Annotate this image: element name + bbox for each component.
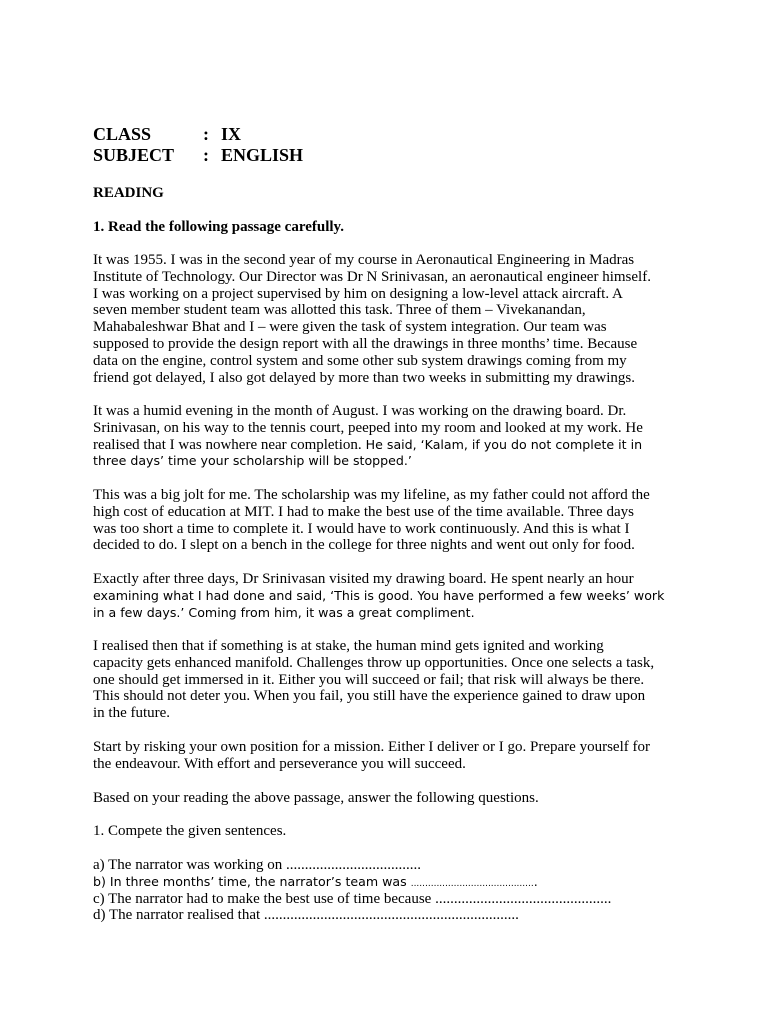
text-line: in a few days.’ Coming from him, it was a great compliment.: [93, 604, 475, 620]
subject-separator: :: [203, 145, 209, 165]
text-line: one should get immersed in it. Either you will succeed or fail; that risk will always be there.: [93, 671, 645, 688]
text-line: friend got delayed, I also got delayed by more than two weeks in submitting my drawings.: [93, 369, 635, 386]
text-line: in the future.: [93, 705, 171, 722]
text-line: decided to do. I slept on a bench in the college for three nights and went out only for food.: [93, 537, 635, 554]
text-line: [93, 437, 683, 454]
text-line: 1. Compete the given sentences.: [93, 823, 287, 839]
text-line: Based on your reading the above passage, answer the following questions.: [93, 790, 539, 806]
subject-row: [93, 145, 303, 166]
worksheet-header: [93, 124, 303, 166]
text-line: It was 1955. I was in the second year of my course in Aeronautical Engineering in Madras: [93, 252, 635, 268]
passage-paragraph-6: [93, 739, 683, 773]
class-separator: :: [203, 124, 209, 144]
class-row: [93, 124, 303, 145]
item-a: [93, 857, 683, 874]
text-line: Exactly after three days, Dr Srinivasan visited my drawing board. He spent nearly an hour: [93, 571, 634, 587]
text-segment: realised that I was nowhere near completion.: [93, 436, 362, 453]
instruction-text: [93, 790, 683, 807]
text-line: Mahabaleshwar Bhat and I – were given the task of system integration. Our team was: [93, 319, 607, 336]
text-line: This should not deter you. When you fail, you still have the experience gained to draw upon: [93, 688, 646, 705]
text-line: seven member student team was allotted this task. Three of them – Vivekanandan,: [93, 302, 586, 319]
text-line: three days’ time your scholarship will be stopped.’: [93, 453, 412, 469]
text-line: It was a humid evening in the month of August. I was working on the drawing board. Dr.: [93, 403, 627, 419]
text-line: was too short a time to complete it. I would have to work continuously. And this is what I: [93, 520, 630, 537]
text-line: high cost of education at MIT. I had to make the best use of the time available. Three days: [93, 503, 634, 520]
text-line: examining what I had done and said, ‘This is good. You have performed a few weeks’ work: [93, 587, 665, 603]
item-b: [93, 874, 683, 891]
subject-value: ENGLISH: [221, 145, 304, 165]
question-items: [93, 857, 683, 924]
text-line: Start by risking your own position for a mission. Either I deliver or I go. Prepare yourself for: [93, 739, 650, 755]
item-a-blank[interactable]: ....................................: [286, 857, 421, 873]
subject-label: SUBJECT: [93, 145, 175, 165]
text-segment: He said, ‘Kalam, if you do not complete it in: [361, 436, 643, 452]
text-line: I was working on a project supervised by him on designing a low-level attack aircraft. A: [93, 285, 623, 302]
subquestion-text: [93, 823, 683, 840]
item-a-text: a) The narrator was working on: [93, 857, 286, 873]
item-b-text: b) In three months’ time, the narrator’s team was: [93, 873, 411, 889]
text-line: I realised then that if something is at stake, the human mind gets ignited and working: [93, 638, 604, 654]
passage-paragraph-1: [93, 252, 683, 386]
text-line: This was a big jolt for me. The scholarship was my lifeline, as my father could not afford the: [93, 487, 650, 503]
item-b-end: .: [533, 873, 538, 889]
passage-paragraph-4: [93, 571, 683, 621]
item-b-blank[interactable]: ...........................................: [410, 878, 534, 889]
item-c-blank[interactable]: ...............................................: [435, 890, 612, 907]
item-c: [93, 891, 683, 908]
text-line: supposed to provide the design report with all the drawings in three months’ time. Because: [93, 335, 638, 352]
text-line: capacity gets enhanced manifold. Challenges throw up opportunities. Once one selects a task,: [93, 654, 655, 671]
text-line: Srinivasan, on his way to the tennis court, peeped into my room and looked at my work. He: [93, 419, 643, 436]
class-label: CLASS: [93, 124, 152, 144]
item-d-text: d) The narrator realised that: [93, 907, 264, 924]
question-title: 1. Read the following passage carefully.: [93, 219, 344, 235]
class-value: IX: [221, 124, 242, 144]
passage-paragraph-2: [93, 403, 683, 470]
text-line: Institute of Technology. Our Director was Dr N Srinivasan, an aeronautical engineer himself.: [93, 268, 651, 285]
passage-paragraph-5: [93, 638, 683, 722]
item-c-text: c) The narrator had to make the best use of time because: [93, 890, 436, 907]
text-line: the endeavour. With effort and perseverance you will succeed.: [93, 755, 466, 772]
text-line: data on the engine, control system and some other sub system drawings coming from my: [93, 352, 627, 369]
section-title: READING: [93, 185, 164, 201]
item-d-blank[interactable]: ....................................................................: [263, 907, 519, 924]
item-d: [93, 907, 683, 924]
passage-paragraph-3: [93, 487, 683, 554]
